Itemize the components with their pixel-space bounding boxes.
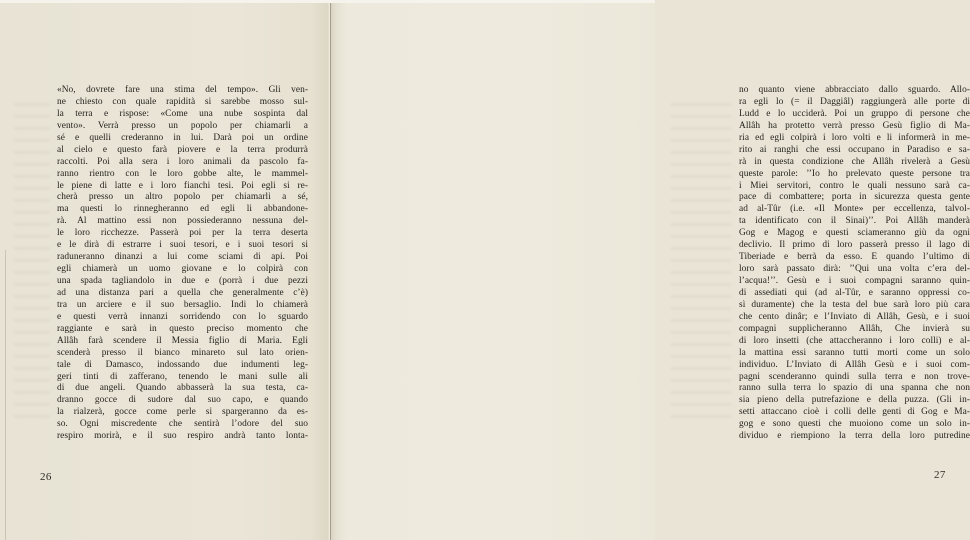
text-line: la terra e rispose: «Come una nube sospinta dal xyxy=(57,108,308,119)
page-edge-line xyxy=(5,250,6,540)
text-line: ranno sulla terra lo spazio di una spanna che non xyxy=(739,383,970,394)
text-line: geri tinti di zafferano, tenendo le mani sulle ali xyxy=(57,371,308,382)
text-line: ne chiesto con quale rapidità si sarebbe mosso sul- xyxy=(57,96,308,107)
text-line: rà in questa condizione che Allâh rivelerà a Gesù xyxy=(739,156,970,167)
text-line: e questi verrà innanzi sorridendo con lo sguardo xyxy=(57,311,308,322)
text-line: e le dirà di estrarre i suoi tesori, e i suoi tesori si xyxy=(57,240,308,251)
text-line: rito ai ranghi che essi occupano in Paradiso e sa- xyxy=(739,144,970,155)
text-line: ma questi lo rinnegheranno ed egli li abbandone- xyxy=(57,204,308,215)
page-number-left: 26 xyxy=(40,471,52,483)
text-line: le loro ricchezze. Passerà poi per la terra deserta xyxy=(57,228,308,239)
text-line: gog e sono questi che muoiono come un solo in- xyxy=(739,419,970,430)
text-line: cherà presso un altro popolo per chiamarli a sé, xyxy=(57,192,308,203)
page-right-text-block xyxy=(739,85,970,443)
text-line: raggiante e sarà in questo preciso momento che xyxy=(57,323,308,334)
text-line: sé e quelli crederanno in lui. Darà poi un ordine xyxy=(57,132,308,143)
text-line: egli chiamerà un uomo giovane e lo colpirà con xyxy=(57,264,308,275)
text-line: l’acqua!’’. Gesù e i suoi compagni saranno quin- xyxy=(739,276,970,286)
text-line: no quanto viene abbracciato dallo sguardo. Allo- xyxy=(739,85,970,95)
text-line: pagni scenderanno quindi sulla terra e non trove- xyxy=(739,371,970,382)
text-line: «No, dovrete fare una stima del tempo». Gli ven- xyxy=(57,85,308,95)
page-right xyxy=(331,0,970,540)
text-line: che cento dinâr; e l’Inviato di Allâh, Gesù, e i suoi xyxy=(739,311,970,322)
text-line: ra egli lo (= il Daggiâl) raggiungerà alle porte di xyxy=(739,96,970,107)
text-line: pace di combattere; porta in sicurezza questa gente xyxy=(739,192,970,203)
text-line: queste parole: ’’Io ho prelevato queste persone tra xyxy=(739,168,970,179)
text-line: Ludd e lo ucciderà. Poi un gruppo di persone che xyxy=(739,108,970,119)
text-line: declivio. Il primo di loro passerà presso il lago di xyxy=(739,240,970,251)
text-line: so. Ogni miscredente che sentirà l’odore del suo xyxy=(57,419,308,430)
text-line: ranno rientro con le loro gobbe alte, le mammel- xyxy=(57,168,308,179)
text-line: sia pieno della putrefazione e della puzza. (Gli in- xyxy=(739,395,970,406)
text-line: rà. Al mattino essi non possiederanno nessuna del- xyxy=(57,216,308,227)
text-line: compagni supplicheranno Allâh, Che invierà su xyxy=(739,323,970,334)
text-line: di due angeli. Quando abbasserà la sua testa, ca- xyxy=(57,383,308,394)
text-line: la rialzerà, gocce come perle si spargeranno da es- xyxy=(57,407,308,418)
text-line: di assediati qui (ad al-Tûr, e saranno oppressi co- xyxy=(739,287,970,298)
text-line: le piene di latte e i loro fianchi tesi. Poi egli si re- xyxy=(57,180,308,191)
text-line: la mattina essi saranno tutti morti come un solo xyxy=(739,347,970,358)
text-line: al cielo e questo farà piovere e la terra produrrà xyxy=(57,144,308,155)
text-line: raduneranno dinanzi a lui come sciami di api. Poi xyxy=(57,252,308,263)
text-line: i Miei servitori, contro le quali nessuno sarà ca- xyxy=(739,180,970,191)
text-line: Allâh farà scendere il Messia figlio di Maria. Egli xyxy=(57,335,308,346)
text-line: tra un arciere e il suo bersaglio. Indi lo chiamerà xyxy=(57,299,308,310)
text-line: Gog e Magog e questi sciameranno giù da ogni xyxy=(739,228,970,239)
text-line: scenderà presso il bianco minareto sul lato orien- xyxy=(57,347,308,358)
text-line: vento». Verrà presso un popolo per chiamarli a xyxy=(57,120,308,131)
text-line: loro sarà passato dirà: ’’Qui una volta c’era del- xyxy=(739,264,970,275)
text-line: di loro insetti (che attaccheranno i loro colli) e al- xyxy=(739,335,970,346)
text-line: dranno gocce di sudore dal suo capo, e quando xyxy=(57,395,308,406)
page-left xyxy=(0,0,330,540)
text-line: Tiberiade e berrà da esso. E quando l’ultimo di xyxy=(739,252,970,263)
text-line: Allâh ha protetto verrà presso Gesù figlio di Ma- xyxy=(739,120,970,131)
text-line: setti attaccano cioè i colli delle genti di Gog e Ma- xyxy=(739,407,970,418)
text-line: raccolti. Poi alla sera i loro animali da pascolo fa- xyxy=(57,156,308,167)
text-line: ria ed egli colpirà i loro volti e li informerà in me- xyxy=(739,132,970,143)
text-line: individuo. L’Inviato di Allâh Gesù e i suoi com- xyxy=(739,359,970,370)
text-line: ad una distanza pari a quella che generalmente c’è) xyxy=(57,287,308,298)
bleedthrough-texture-right xyxy=(671,96,731,426)
text-line: tale di Damasco, indossando due indumenti leg- xyxy=(57,359,308,370)
text-line: sì duramente) che la testa del bue sarà loro più cara xyxy=(739,299,970,310)
bleedthrough-texture-left xyxy=(14,96,50,426)
page-number-right: 27 xyxy=(934,469,946,481)
text-line: ta identificato con il Sinai)’’. Poi Allâh manderà xyxy=(739,216,970,227)
text-line: respiro morirà, e il suo respiro andrà tanto lonta- xyxy=(57,431,308,442)
text-line: una spada tagliandolo in due e (porrà i due pezzi xyxy=(57,276,308,286)
text-line: dividuo e riempiono la terra della loro putredine xyxy=(739,431,970,442)
text-line: ad al-Tûr (i.e. «Il Monte» per eccellenza, talvol- xyxy=(739,204,970,215)
scan-top-edge xyxy=(0,0,655,3)
page-left-text-block xyxy=(57,85,308,443)
